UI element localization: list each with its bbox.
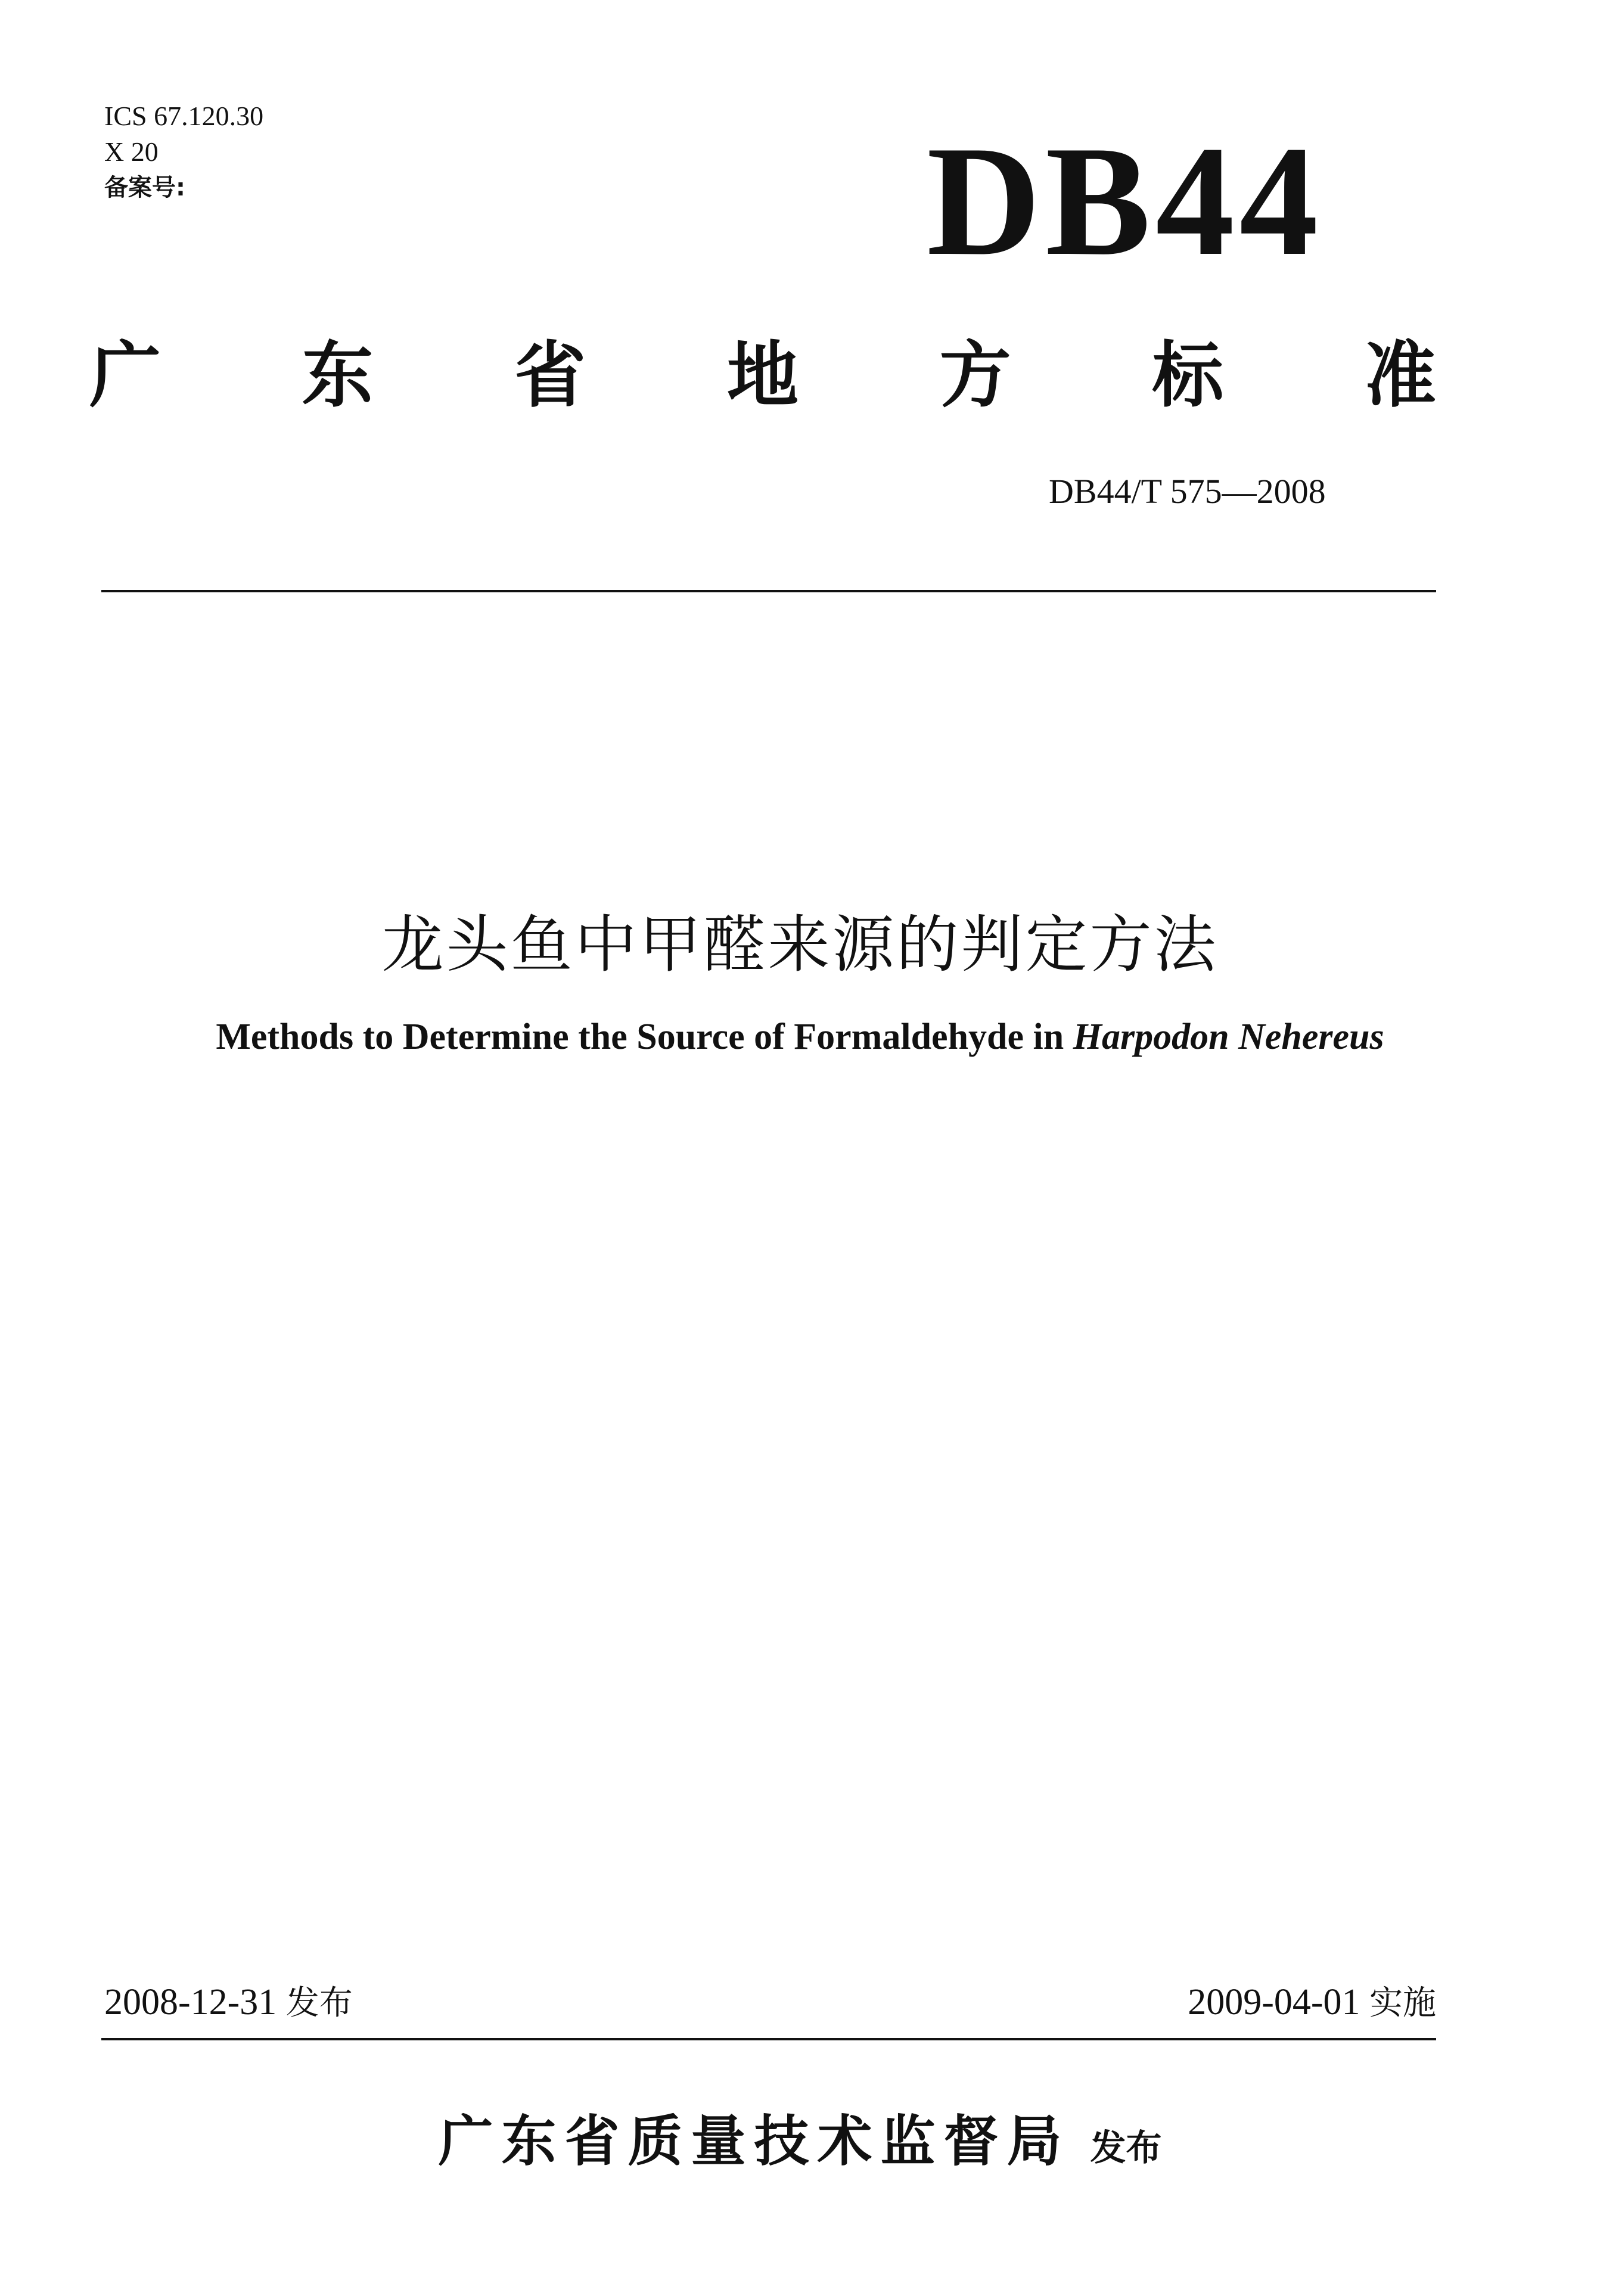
standard-type-char: 省	[514, 334, 586, 417]
standard-type-char: 方	[939, 334, 1011, 417]
standard-type-heading	[89, 310, 1436, 429]
publisher-label: 发布	[1090, 2127, 1162, 2169]
standard-type-char: 准	[1364, 334, 1436, 417]
effective-date: 2009-04-01	[1188, 1982, 1360, 2022]
title-english-main: Methods to Determine the Source of Formaldehyde in	[216, 1017, 1064, 1057]
ics-code: ICS 67.120.30	[104, 101, 264, 131]
document-title-chinese: 龙头鱼中甲醛来源的判定方法	[381, 908, 1219, 981]
publisher-organization: 广东省质量技术监督局	[438, 2109, 1070, 2173]
standard-type-char: 广	[89, 334, 161, 417]
document-title-english	[0, 1013, 1600, 1061]
db44-logo: DB44	[927, 114, 1324, 288]
classification-block	[104, 98, 263, 206]
title-english-species: Harpodon Nehereus	[1073, 1017, 1384, 1057]
standard-type-char: 地	[726, 334, 799, 417]
effective-date-block	[1188, 1978, 1436, 2027]
issue-date-block	[104, 1978, 353, 2027]
issue-date: 2008-12-31	[104, 1982, 277, 2022]
issue-label: 发布	[285, 1984, 353, 2022]
standard-code: DB44/T 575—2008	[1049, 472, 1326, 511]
header-divider	[101, 590, 1436, 592]
standard-type-char: 东	[302, 334, 374, 417]
footer-divider	[101, 2038, 1436, 2040]
effective-label: 实施	[1369, 1984, 1436, 2022]
standard-type-char: 标	[1152, 334, 1224, 417]
category-code: X 20	[104, 136, 159, 167]
filing-number-label: 备案号:	[104, 174, 185, 201]
publisher-line	[0, 2098, 1600, 2176]
